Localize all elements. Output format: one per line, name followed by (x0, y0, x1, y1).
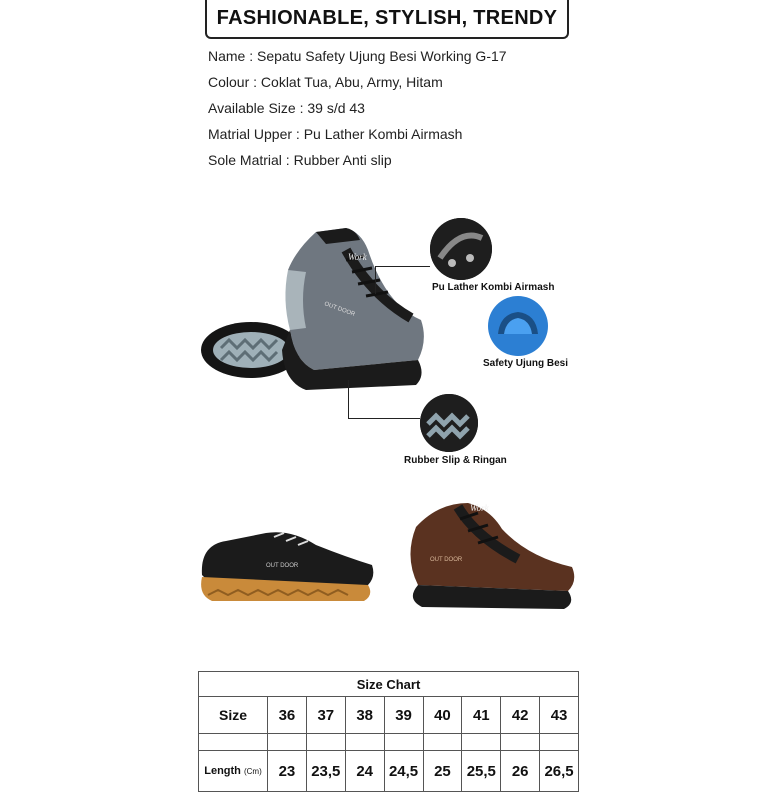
callout-line-sole-v (348, 380, 349, 418)
spec-sole (208, 152, 507, 178)
spec-label: Colour : (208, 74, 258, 90)
length-cell: 26 (501, 751, 540, 792)
upper (288, 228, 424, 370)
length-row-label: Length (Cm) (199, 751, 268, 792)
size-cell: 40 (423, 697, 462, 734)
laces-icon (430, 218, 492, 280)
callout-line-upper-v (375, 266, 376, 294)
spacer-row (199, 734, 579, 751)
callout-line-upper-h (375, 266, 430, 267)
outdoor-logo: OUT DOOR (430, 557, 463, 563)
size-row (199, 697, 579, 734)
brown-shoe-image (398, 497, 580, 615)
size-cell: 38 (345, 697, 384, 734)
black-shoe-image (196, 515, 378, 605)
spec-value: Rubber Anti slip (293, 152, 392, 168)
callout-upper-label: Pu Lather Kombi Airmash (432, 282, 555, 293)
tread-icon (420, 394, 478, 452)
length-row (199, 751, 579, 792)
length-cell: 26,5 (540, 751, 579, 792)
length-cell: 25 (423, 751, 462, 792)
brand-logo: Work (348, 252, 367, 262)
size-chart-title: Size Chart (199, 672, 579, 697)
spec-label: Matrial Upper : (208, 126, 300, 142)
size-row-label: Size (199, 697, 268, 734)
size-cell: 42 (501, 697, 540, 734)
length-cell: 23 (268, 751, 307, 792)
length-cell: 25,5 (462, 751, 501, 792)
headline-banner: FASHIONABLE, STYLISH, TRENDY (205, 0, 569, 39)
spec-value: Pu Lather Kombi Airmash (303, 126, 463, 142)
sole-detail-circle (420, 394, 478, 452)
spec-upper (208, 126, 507, 152)
spec-colour (208, 74, 507, 100)
callout-line-sole-h (348, 418, 420, 419)
outdoor-logo: OUT DOOR (323, 301, 356, 318)
spec-label: Available Size : (208, 100, 304, 116)
toe-cap-circle (488, 296, 548, 356)
spec-name (208, 48, 507, 74)
length-cell: 24,5 (384, 751, 423, 792)
grey-shoe-image (196, 210, 446, 400)
upper-detail-circle (430, 218, 492, 280)
callout-sole-label: Rubber Slip & Ringan (404, 455, 507, 466)
brand-logo: Work (470, 503, 489, 513)
spec-value: Coklat Tua, Abu, Army, Hitam (260, 74, 443, 90)
callout-toe-label: Safety Ujung Besi (483, 358, 569, 369)
spec-label: Sole Matrial : (208, 152, 290, 168)
spec-value: 39 s/d 43 (307, 100, 365, 116)
length-cell: 23,5 (306, 751, 345, 792)
size-cell: 36 (268, 697, 307, 734)
size-cell: 39 (384, 697, 423, 734)
size-cell: 43 (540, 697, 579, 734)
toe-cap-icon (488, 296, 548, 356)
length-cell: 24 (345, 751, 384, 792)
size-cell: 37 (306, 697, 345, 734)
outdoor-logo: OUT DOOR (266, 563, 299, 569)
outsole-tread (213, 332, 289, 368)
spec-size (208, 100, 507, 126)
spec-label: Name : (208, 48, 254, 64)
spec-value: Sepatu Safety Ujung Besi Working G-17 (257, 48, 507, 64)
size-chart-table (198, 671, 579, 792)
size-cell: 41 (462, 697, 501, 734)
product-spec-list (208, 48, 507, 178)
